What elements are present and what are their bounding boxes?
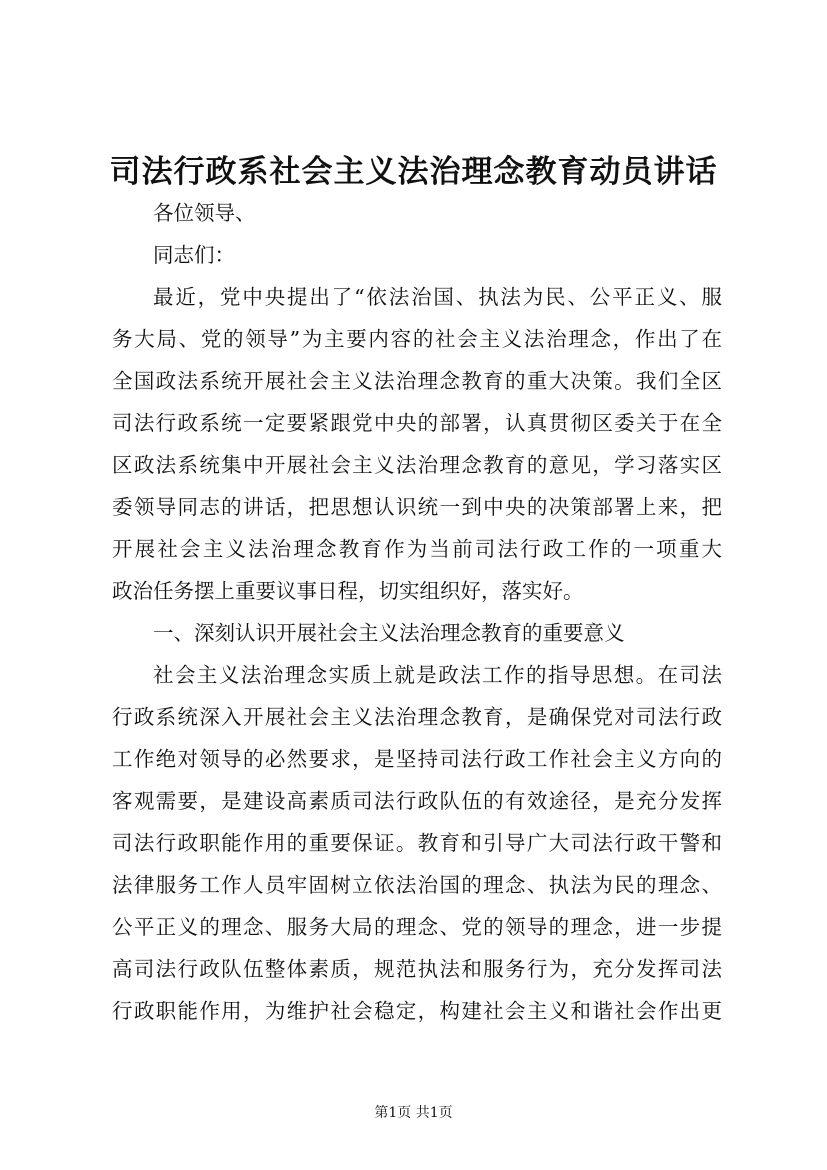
page-number: 第1页 共1页: [374, 1105, 453, 1121]
paragraph-line: 务大局、党的领导”为主要内容的社会主义法治理念，作出了在: [112, 327, 722, 351]
paragraph-line: 司法行政系统一定要紧跟党中央的部署，认真贯彻区委关于在全: [112, 411, 722, 435]
paragraph-line: 行政职能作用，为维护社会稳定，构建社会主义和谐社会作出更: [112, 999, 722, 1023]
paragraph-line: 委领导同志的讲话，把思想认识统一到中央的决策部署上来，把: [112, 495, 722, 519]
salutation-line: 各位领导、: [153, 201, 256, 225]
paragraph-line: 司法行政职能作用的重要保证。教育和引导广大司法行政干警和: [112, 831, 722, 855]
paragraph-line: 行政系统深入开展社会主义法治理念教育，是确保党对司法行政: [112, 705, 722, 729]
paragraph-line: 公平正义的理念、服务大局的理念、党的领导的理念，进一步提: [112, 915, 722, 939]
paragraph-line: 政治任务摆上重要议事日程，切实组织好，落实好。: [112, 579, 584, 603]
paragraph-line: 工作绝对领导的必然要求，是坚持司法行政工作社会主义方向的: [112, 747, 722, 771]
paragraph-line: 最近，党中央提出了“依法治国、执法为民、公平正义、服: [153, 285, 722, 309]
paragraph-line: 全国政法系统开展社会主义法治理念教育的重大决策。我们全区: [112, 369, 722, 393]
paragraph-line: 高司法行政队伍整体素质，规范执法和服务行为，充分发挥司法: [112, 957, 722, 981]
paragraph-line: 法律服务工作人员牢固树立依法治国的理念、执法为民的理念、: [112, 873, 722, 897]
salutation-line: 同志们：: [153, 243, 235, 267]
paragraph-line: 开展社会主义法治理念教育作为当前司法行政工作的一项重大: [112, 537, 722, 561]
document-title: 司法行政系社会主义法治理念教育动员讲话: [109, 154, 718, 190]
paragraph-line: 区政法系统集中开展社会主义法治理念教育的意见，学习落实区: [112, 453, 722, 477]
paragraph-line: 社会主义法治理念实质上就是政法工作的指导思想。在司法: [153, 663, 722, 687]
section-heading: 一、深刻认识开展社会主义法治理念教育的重要意义: [153, 621, 625, 645]
paragraph-line: 客观需要，是建设高素质司法行政队伍的有效途径，是充分发挥: [112, 789, 722, 813]
